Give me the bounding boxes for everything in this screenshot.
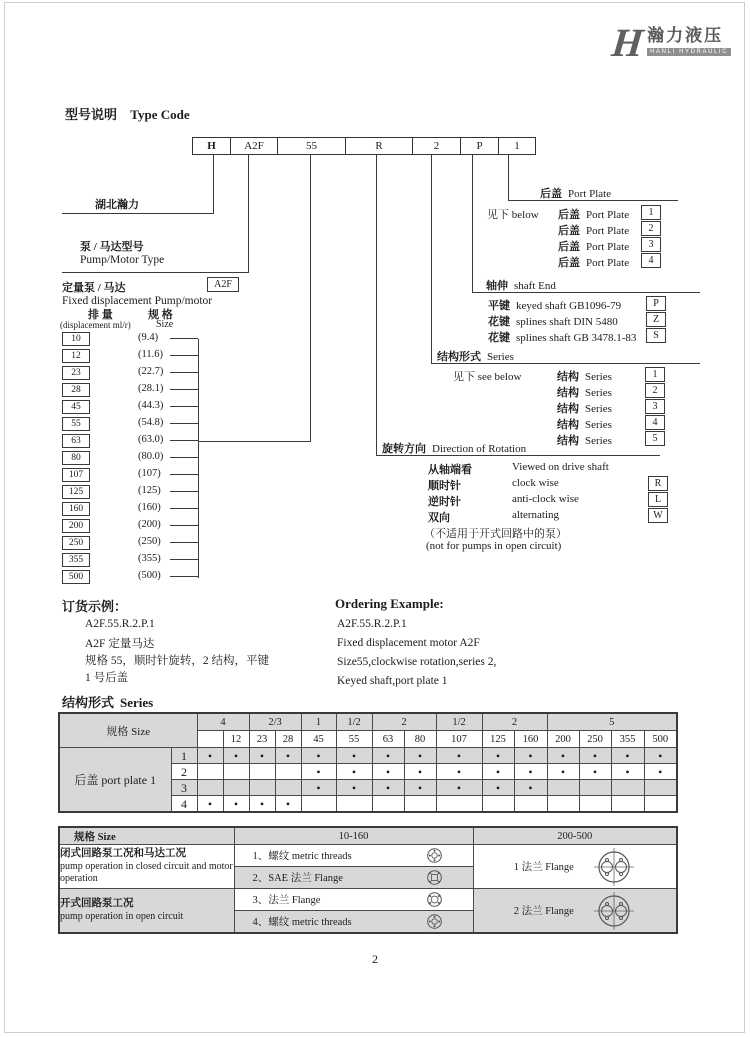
matrix-cell <box>579 780 611 796</box>
size-code-box: 125 <box>62 485 90 499</box>
displacement-value: (355) <box>138 553 161 564</box>
port-plate-title: 后盖 Port Plate <box>540 188 612 200</box>
series-code-box: 4 <box>645 415 665 430</box>
displacement-row <box>62 417 212 431</box>
type-code-boxes <box>192 137 536 155</box>
matrix-cell <box>275 764 301 780</box>
displacement-row <box>62 400 212 414</box>
matrix-cell: • <box>482 764 514 780</box>
matrix-cell: • <box>436 764 482 780</box>
matrix-cell <box>336 796 372 813</box>
size-code-box: 355 <box>62 553 90 567</box>
displacement-value: (28.1) <box>138 383 164 394</box>
group-header: 1/2 <box>436 713 482 731</box>
displacement-value: (22.7) <box>138 366 164 377</box>
size-col-header: 12 <box>223 731 249 748</box>
group-header: 2/3 <box>249 713 301 731</box>
displacement-row <box>62 349 212 363</box>
displacement-row <box>62 332 212 346</box>
matrix-cell: • <box>301 764 336 780</box>
matrix-cell <box>197 780 223 796</box>
rotation-viewed-en: Viewed on drive shaft <box>512 461 609 473</box>
port-option-row: 4、螺纹 metric threads <box>234 911 473 934</box>
logo-h-icon: H <box>609 20 646 65</box>
size-col-header: 63 <box>372 731 404 748</box>
group-header: 2 <box>482 713 547 731</box>
port-plate-code-box: 4 <box>641 253 661 268</box>
series-row: 结构 Series <box>557 435 612 447</box>
series-row: 结构 Series <box>557 387 612 399</box>
matrix-cell: • <box>336 764 372 780</box>
rotation-row-cn: 双向 <box>428 512 450 524</box>
flange-icon <box>592 847 636 887</box>
matrix-cell <box>547 780 579 796</box>
matrix-cell: • <box>372 764 404 780</box>
matrix-cell <box>436 796 482 813</box>
tick-line <box>170 389 198 390</box>
logo-name-cn: 瀚力液压 <box>647 26 724 45</box>
shaft-row: 花键 splines shaft DIN 5480 <box>488 316 618 328</box>
matrix-cell: • <box>579 748 611 764</box>
port-options-table <box>58 826 678 934</box>
size-col-header: 200 <box>547 731 579 748</box>
size-code-box: 500 <box>62 570 90 584</box>
size-col-header: 500 <box>644 731 677 748</box>
ordering-line: 1 号后盖 <box>85 672 129 684</box>
matrix-cell: • <box>372 748 404 764</box>
see-below-label: 见下 see below <box>453 371 522 383</box>
plate-number: 2 <box>171 764 197 780</box>
size-col-header: 23 <box>249 731 275 748</box>
displacement-row <box>62 366 212 380</box>
rotation-note-en: (not for pumps in open circuit) <box>426 540 562 552</box>
matrix-cell <box>579 796 611 813</box>
page-title <box>65 104 190 123</box>
connector-line <box>213 155 214 213</box>
group-header: 4 <box>197 713 249 731</box>
size-col-header: 80 <box>404 731 436 748</box>
matrix-cell: • <box>579 764 611 780</box>
code-box-p: P <box>460 137 499 155</box>
matrix-cell: • <box>336 780 372 796</box>
port-plate-code-box: 1 <box>641 205 661 220</box>
port-face-icon <box>426 847 443 864</box>
matrix-cell <box>547 796 579 813</box>
port-plate-code-box: 3 <box>641 237 661 252</box>
port-plate-row: 后盖 Port Plate <box>558 241 630 253</box>
series-row: 结构 Series <box>557 419 612 431</box>
code-box-a2f: A2F <box>230 137 278 155</box>
plate-number: 3 <box>171 780 197 796</box>
displacement-row <box>62 536 212 550</box>
port-plate-row: 后盖 Port Plate <box>558 225 630 237</box>
matrix-cell <box>644 796 677 813</box>
matrix-cell: • <box>249 796 275 813</box>
series-row: 结构 Series <box>557 403 612 415</box>
matrix-cell <box>301 796 336 813</box>
size-code-box: 63 <box>62 434 90 448</box>
displacement-value: (9.4) <box>138 332 159 343</box>
matrix-cell: • <box>644 748 677 764</box>
group-header: 2 <box>372 713 436 731</box>
size-header-cell: 规格 Size <box>59 713 197 748</box>
page-title-en: Type Code <box>130 107 190 122</box>
tick-line <box>170 440 198 441</box>
disp-header-cn: 排 量 <box>88 309 113 321</box>
rotation-viewed-cn: 从轴端看 <box>428 464 472 476</box>
matrix-cell: • <box>223 796 249 813</box>
size-code-box: 45 <box>62 400 90 414</box>
ordering-line: 规格 55，顺时针旋转，2 结构，平键 <box>85 655 269 667</box>
group-header: 5 <box>547 713 677 731</box>
matrix-cell <box>223 764 249 780</box>
code-box-55: 55 <box>277 137 346 155</box>
rotation-code-box: L <box>648 492 668 507</box>
matrix-cell: • <box>336 748 372 764</box>
displacement-row <box>62 485 212 499</box>
code-box-h: H <box>192 137 231 155</box>
series-table-heading: 结构形式 Series <box>62 695 154 710</box>
matrix-cell <box>372 796 404 813</box>
matrix-cell <box>644 780 677 796</box>
displacement-value: (200) <box>138 519 161 530</box>
tick-line <box>170 474 198 475</box>
rotation-row-en: alternating <box>512 509 560 521</box>
port-plate-row: 后盖 Port Plate <box>558 257 630 269</box>
tick-line <box>170 355 198 356</box>
tick-line <box>170 542 198 543</box>
displacement-value: (125) <box>138 485 161 496</box>
size-col-header: 355 <box>611 731 644 748</box>
port-option-row: 3、法兰 Flange <box>234 889 473 911</box>
matrix-cell: • <box>301 748 336 764</box>
port-face-icon <box>426 869 443 886</box>
size-col-header: 55 <box>336 731 372 748</box>
tick-line <box>170 559 198 560</box>
flange-1-cell: 1 法兰 Flange <box>473 845 677 889</box>
tick-line <box>170 338 198 339</box>
brand-label: 湖北瀚力 <box>95 199 139 211</box>
tick-line <box>170 406 198 407</box>
disp-header-sub: (displacement ml/r) <box>60 320 131 330</box>
ordering-line: A2F.55.R.2.P.1 <box>85 618 155 630</box>
matrix-cell: • <box>197 748 223 764</box>
size-col-header: 28 <box>275 731 301 748</box>
displacement-value: (80.0) <box>138 451 164 462</box>
tick-line <box>170 508 198 509</box>
matrix-cell <box>249 764 275 780</box>
fixed-disp-en: Fixed displacement Pump/motor <box>62 295 213 307</box>
displacement-value: (250) <box>138 536 161 547</box>
matrix-cell: • <box>547 748 579 764</box>
port-option-row: 1、螺纹 metric threads <box>234 845 473 867</box>
open-circuit-label: 开式回路泵工况 pump operation in open circuit <box>59 889 234 934</box>
matrix-cell: • <box>644 764 677 780</box>
size-code-box: 12 <box>62 349 90 363</box>
shaft-code-box: Z <box>646 312 666 327</box>
series-matrix-table <box>58 712 678 813</box>
displacement-value: (500) <box>138 570 161 581</box>
displacement-value: (54.8) <box>138 417 164 428</box>
displacement-value: (63.0) <box>138 434 164 445</box>
displacement-row <box>62 570 212 584</box>
flange-2-cell: 2 法兰 Flange <box>473 889 677 934</box>
connector-line <box>310 155 311 441</box>
shaft-code-box: P <box>646 296 666 311</box>
rotation-row-en: clock wise <box>512 477 559 489</box>
shaft-code-box: S <box>646 328 666 343</box>
logo-name-en: HANLI HYDRAULIC <box>647 48 731 56</box>
displacement-value: (107) <box>138 468 161 479</box>
matrix-cell: • <box>436 780 482 796</box>
matrix-cell: • <box>404 748 436 764</box>
matrix-cell: • <box>611 748 644 764</box>
matrix-cell <box>404 796 436 813</box>
port-option-row: 2、SAE 法兰 Flange <box>234 867 473 889</box>
matrix-cell: • <box>482 780 514 796</box>
size-code-box: 23 <box>62 366 90 380</box>
see-below-label: 见下 below <box>487 209 539 221</box>
rotation-row-cn: 逆时针 <box>428 496 461 508</box>
brand-logo <box>609 20 731 65</box>
size-header-sub: Size <box>156 319 174 330</box>
ordering-line: A2F 定量马达 <box>85 638 155 650</box>
matrix-cell <box>611 796 644 813</box>
rotation-row-en: anti-clock wise <box>512 493 579 505</box>
matrix-cell: • <box>197 796 223 813</box>
connector-line <box>508 155 509 200</box>
pump-type-cn: 泵 / 马达型号 <box>80 241 144 253</box>
displacement-value: (160) <box>138 502 161 513</box>
rotation-title: 旋转方向 Direction of Rotation <box>382 443 527 455</box>
page-number: 2 <box>372 952 378 966</box>
ordering-title-cn: 订货示例： <box>62 599 128 614</box>
connector-line <box>248 155 249 272</box>
series-row: 结构 Series <box>557 371 612 383</box>
ordering-title-en: Ordering Example: <box>335 596 444 611</box>
tick-line <box>170 372 198 373</box>
shaft-row: 花键 splines shaft GB 3478.1-83 <box>488 332 637 344</box>
port-plate-code-box: 2 <box>641 221 661 236</box>
code-box-1: 1 <box>498 137 536 155</box>
ordering-line: Keyed shaft,port plate 1 <box>337 675 448 687</box>
displacement-row <box>62 468 212 482</box>
displacement-value: (11.6) <box>138 349 163 360</box>
series-code-box: 2 <box>645 383 665 398</box>
closed-circuit-label: 闭式回路泵工况和马达工况 pump operation in closed circuit and motor operation <box>59 845 234 889</box>
series-code-box: 1 <box>645 367 665 382</box>
matrix-cell <box>514 796 547 813</box>
matrix-cell: • <box>482 748 514 764</box>
matrix-cell: • <box>547 764 579 780</box>
shaft-row: 平键 keyed shaft GB1096-79 <box>488 300 622 312</box>
size-code-box: 250 <box>62 536 90 550</box>
group-header: 1/2 <box>336 713 372 731</box>
displacement-row <box>62 451 212 465</box>
fixed-disp-code-box: A2F <box>207 277 239 292</box>
port-plate-row-label: 后盖 port plate 1 <box>59 748 171 813</box>
matrix-cell: • <box>514 748 547 764</box>
matrix-cell <box>197 764 223 780</box>
matrix-cell: • <box>372 780 404 796</box>
rotation-note-cn: （不适用于开式回路中的泵） <box>424 528 567 540</box>
matrix-cell <box>223 780 249 796</box>
flange-icon <box>592 891 636 931</box>
matrix-cell: • <box>514 780 547 796</box>
matrix-cell <box>482 796 514 813</box>
fixed-disp-cn: 定量泵 / 马达 <box>62 282 126 294</box>
connector-line <box>472 155 473 292</box>
port-plate-row: 后盖 Port Plate <box>558 209 630 221</box>
size-code-box: 10 <box>62 332 90 346</box>
matrix-cell: • <box>404 780 436 796</box>
tick-line <box>170 491 198 492</box>
displacement-row <box>62 553 212 567</box>
displacement-row <box>62 434 212 448</box>
port-table-col1-header: 10-160 <box>234 827 473 845</box>
displacement-row <box>62 502 212 516</box>
size-col-header: 160 <box>514 731 547 748</box>
pump-type-en: Pump/Motor Type <box>80 254 165 266</box>
code-box-2: 2 <box>412 137 461 155</box>
displacement-value: (44.3) <box>138 400 164 411</box>
size-col-header <box>197 731 223 748</box>
matrix-cell <box>249 780 275 796</box>
plate-number: 4 <box>171 796 197 813</box>
size-header-cn: 规 格 <box>148 309 173 321</box>
size-col-header: 107 <box>436 731 482 748</box>
series-code-box: 3 <box>645 399 665 414</box>
matrix-cell: • <box>275 796 301 813</box>
ordering-line: A2F.55.R.2.P.1 <box>337 618 407 630</box>
rotation-code-box: W <box>648 508 668 523</box>
displacement-row <box>62 519 212 533</box>
displacement-row <box>62 383 212 397</box>
ordering-line: Size55,clockwise rotation,series 2, <box>337 656 497 668</box>
port-table-size-header: 规格 Size <box>59 827 234 845</box>
series-code-box: 5 <box>645 431 665 446</box>
connector-line <box>431 155 432 363</box>
tick-line <box>170 457 198 458</box>
connector-line <box>198 441 311 442</box>
matrix-cell: • <box>611 764 644 780</box>
size-code-box: 55 <box>62 417 90 431</box>
connector-line <box>62 272 249 273</box>
matrix-cell: • <box>404 764 436 780</box>
size-col-header: 45 <box>301 731 336 748</box>
group-header: 1 <box>301 713 336 731</box>
matrix-cell: • <box>223 748 249 764</box>
matrix-cell: • <box>249 748 275 764</box>
matrix-cell: • <box>514 764 547 780</box>
connector-line <box>376 155 377 455</box>
port-table-col2-header: 200-500 <box>473 827 677 845</box>
matrix-cell <box>611 780 644 796</box>
page-title-cn: 型号说明 <box>65 107 118 122</box>
tick-line <box>170 423 198 424</box>
matrix-cell: • <box>275 748 301 764</box>
connector-line <box>62 213 214 214</box>
size-code-box: 200 <box>62 519 90 533</box>
size-col-header: 125 <box>482 731 514 748</box>
code-box-r: R <box>345 137 413 155</box>
size-code-box: 28 <box>62 383 90 397</box>
size-code-box: 80 <box>62 451 90 465</box>
port-face-icon <box>426 891 443 908</box>
matrix-cell <box>275 780 301 796</box>
shaft-end-title: 轴伸 shaft End <box>486 280 556 292</box>
matrix-cell: • <box>301 780 336 796</box>
port-face-icon <box>426 913 443 930</box>
rotation-row-cn: 顺时针 <box>428 480 461 492</box>
rotation-code-box: R <box>648 476 668 491</box>
matrix-cell: • <box>436 748 482 764</box>
plate-number: 1 <box>171 748 197 764</box>
tick-line <box>170 576 198 577</box>
tick-line <box>170 525 198 526</box>
ordering-line: Fixed displacement motor A2F <box>337 637 480 649</box>
size-code-box: 107 <box>62 468 90 482</box>
size-col-header: 250 <box>579 731 611 748</box>
series-title: 结构形式 Series <box>437 351 514 363</box>
size-code-box: 160 <box>62 502 90 516</box>
